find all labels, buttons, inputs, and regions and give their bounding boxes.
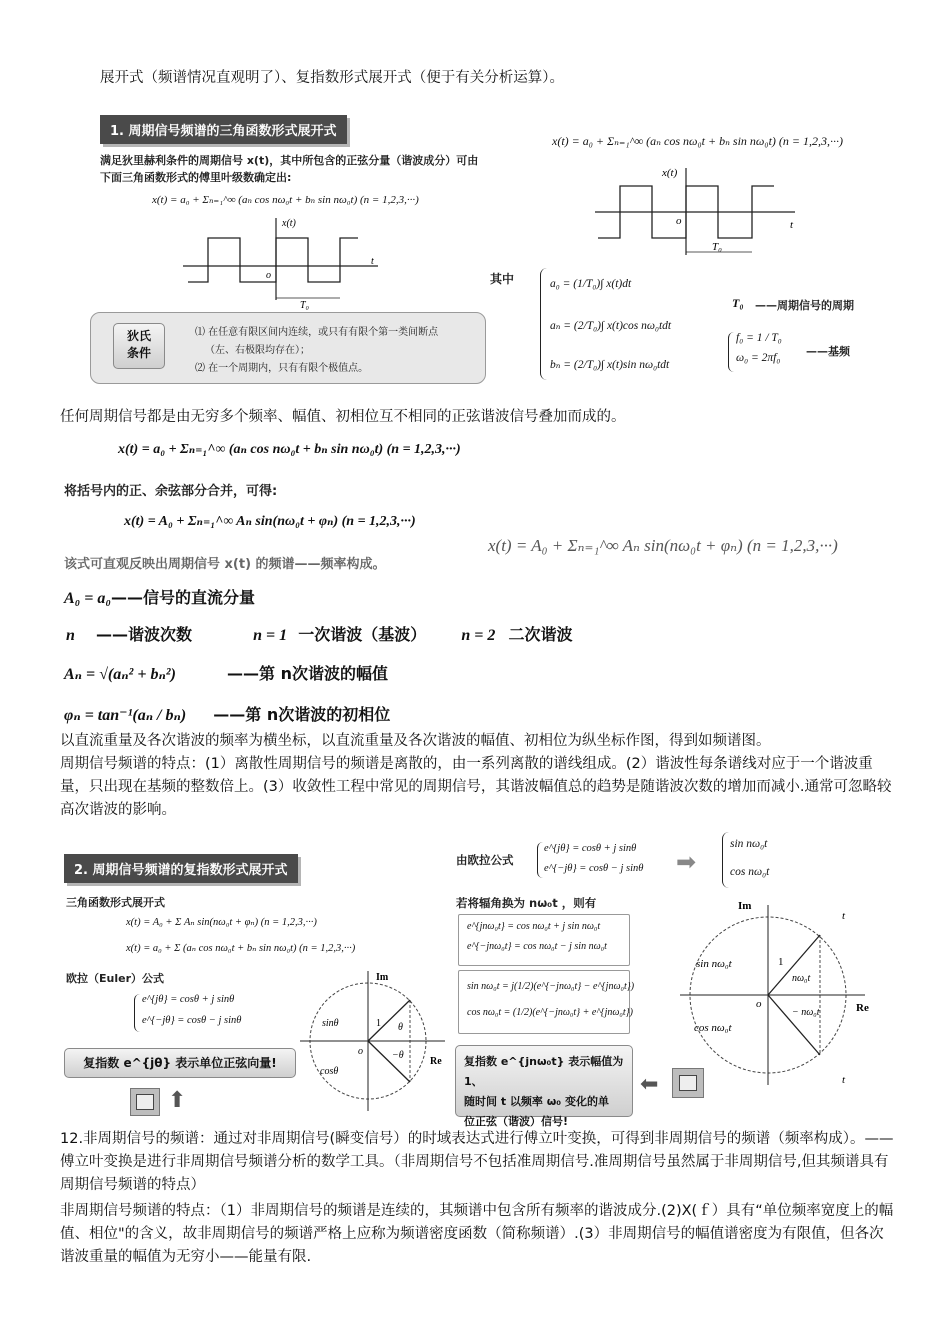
def-n-text: ——谐波次数 <box>96 625 193 644</box>
small-o: o <box>358 1046 363 1057</box>
fourier-trig-panel <box>88 110 488 390</box>
def-n1: n = 1 <box>253 627 288 644</box>
right-square-wave <box>590 160 810 260</box>
nonperiodic-features-paragraph: 非周期信号频谱的特点：（1）非周期信号的频谱是连续的，其频谱中包含所有频率的谐波成分.(2)X(ｆ）具有“单位频率宽度上的幅值、相位"的含义，故非周期信号的频谱严格上应称为频谱密度函数（简称频谱）.(3）非周期信号的幅值谱密度为有限值，但各次谐波重量的幅值为无穷小——能量有限. <box>60 1203 894 1265</box>
large-ang: nω₀t <box>792 973 811 984</box>
dirichlet-label-2: 条件 <box>126 346 151 360</box>
coeff-a0: a₀ = (1/T₀)∫ x(t)dt <box>550 278 632 290</box>
coeff-bn: bₙ = (2/T₀)∫ x(t)sin nω₀tdt <box>550 359 670 371</box>
dirichlet-box <box>90 312 486 384</box>
unit-vector-note: 复指数 e^{jθ} 表示单位正弦向量! <box>64 1048 296 1078</box>
formula-main: x(t) = a₀ + Σₙ₌₁^∞ (aₙ cos nω₀t + bₙ sin nω₀t) (n = 1,2,3,···) <box>118 442 461 457</box>
harmonic-note-2: 随时间 t 以频率 ω₀ 变化的单 <box>464 1095 609 1108</box>
harmonic-note-3: 位正弦（谐波）信号! <box>464 1115 569 1128</box>
right2-s1: sin nω₀t = j(1/2)(e^{−jnω₀t} − e^{jnω₀t}) <box>467 981 635 992</box>
large-one: 1 <box>778 956 784 968</box>
euler-label: 欧拉（Euler）公式 <box>66 972 165 985</box>
f0-brace <box>728 332 735 372</box>
right2-euler-brace <box>537 842 543 878</box>
basefreq-label: ——基频 <box>806 345 850 358</box>
right-wave-xlabel: t <box>790 219 794 231</box>
def-a0-row <box>64 585 255 608</box>
unit-circle-small <box>300 966 455 1116</box>
left-arrow-icon: ⬅ <box>640 1072 659 1097</box>
right2-r2: e^{−jnω₀t} = cos nω₀t − j sin nω₀t <box>467 941 607 952</box>
trig-f1: x(t) = A₀ + Σ Aₙ sin(nω₀t + φₙ) (n = 1,2,3,···) <box>126 917 317 928</box>
replace-box <box>458 914 630 966</box>
right-wave-period: T₀ <box>712 241 722 253</box>
panel-title: 1. 周期信号频谱的三角函数形式展开式 <box>100 115 347 144</box>
def-phi-text: ——第 n次谐波的初相位 <box>213 705 391 724</box>
unit-circle-large <box>680 895 880 1090</box>
intro-line: 展开式（频谱情况直观明了）、复指数形式展开式（便于有关分析运算）。 <box>100 70 564 86</box>
right2-e1: e^{jθ} = cosθ + j sinθ <box>544 843 637 854</box>
merge-text: 将括号内的正、余弦部分合并，可得: <box>64 484 278 499</box>
def-an: Aₙ = √(aₙ² + bₙ²) <box>64 666 176 683</box>
def-a0: A₀ = a₀ <box>64 590 111 607</box>
right-arrow-icon: ➡ <box>676 848 697 876</box>
dirichlet-label <box>113 323 165 369</box>
def-n-row <box>66 622 572 645</box>
trig-label: 三角函数形式展开式 <box>66 896 165 909</box>
right-wave-origin: o <box>676 215 682 227</box>
large-t-top: t <box>842 910 846 922</box>
right2-euler-label: 由欧拉公式 <box>456 853 514 867</box>
t0-symbol: T₀ <box>732 296 744 310</box>
def-an-row <box>64 661 388 684</box>
right2-cos: cos nω₀t <box>730 866 770 878</box>
large-sin: sin nω₀t <box>696 958 732 970</box>
right2-e2: e^{−jθ} = cosθ − j sinθ <box>544 863 644 874</box>
def-phi: φₙ = tan⁻¹(aₙ / bₙ) <box>64 707 187 724</box>
periodic-sum-line: 任何周期信号都是由无穷多个频率、幅值、初相位互不相同的正弦谐波信号叠加而成的。 <box>60 409 626 425</box>
right2-sin: sin nω₀t <box>730 838 768 850</box>
large-re: Re <box>856 1002 869 1014</box>
t0-desc: ——周期信号的周期 <box>755 299 854 312</box>
right2-r1: e^{jnω₀t} = cos nω₀t + j sin nω₀t <box>467 921 601 932</box>
features-paragraph: 周期信号频谱的特点：(1）离散性周期信号的频谱是离散的，由一系列离散的谱线组成。(2）谐波性每条谱线对应于一个谐波重量，只出现在基频的整数倍上。(3）收敛性工程中常见的周期信号，其谐波幅值总的趋势是随谐波次数的增加而减小.通常可忽略较高次谐波的影响。 <box>60 756 892 818</box>
small-one: 1 <box>376 1018 381 1029</box>
panel-desc: 满足狄里赫利条件的周期信号 x(t)，其中所包含的正弦分量（谐波成分）可由下面三角函数形式的傅里叶级数确定出: <box>100 154 479 184</box>
right2-replace: 若将辐角换为 nω₀t ，则有 <box>456 896 597 910</box>
def-an-text: ——第 n次谐波的幅值 <box>227 664 388 683</box>
dirichlet-cond-2: ⑵ 在一个周期内，只有有限个极值点。 <box>195 363 369 374</box>
right-formula: x(t) = a₀ + Σₙ₌₁^∞ (aₙ cos nω₀t + bₙ sin nω₀t) (n = 1,2,3,···) <box>552 134 843 148</box>
dirichlet-cond-1: ⑴ 在任意有限区间内连续，或只有有限个第一类间断点 <box>195 327 439 338</box>
large-t-bottom: t <box>842 1074 846 1086</box>
def-phi-row <box>64 702 390 725</box>
def-n: n <box>66 627 75 644</box>
euler-e1: e^{jθ} = cosθ + j sinθ <box>142 994 235 1005</box>
up-arrow-icon: ⬆ <box>168 1088 187 1113</box>
reflect-text: 该式可直观反映出周期信号 x(t) 的频谱——频率构成。 <box>64 557 386 572</box>
right-wave-ylabel: x(t) <box>662 167 678 179</box>
dirichlet-cond-1b: （左、右极限均存在）； <box>205 345 310 356</box>
large-cos: cos nω₀t <box>694 1022 732 1034</box>
euler-e2: e^{−jθ} = cosθ − j sinθ <box>142 1015 242 1026</box>
formula-merged: x(t) = A₀ + Σₙ₌₁^∞ Aₙ sin(nω₀t + φₙ) (n = 1,2,3,···) <box>124 514 416 529</box>
large-o: o <box>756 998 762 1010</box>
square-wave-plot <box>178 210 388 310</box>
trig-f2: x(t) = a₀ + Σ (aₙ cos nω₀t + bₙ sin nω₀t) (n = 1,2,3,···) <box>126 943 356 954</box>
sincos-brace <box>722 832 729 888</box>
small-sin: sinθ <box>322 1018 339 1029</box>
formula-merged-big: x(t) = A₀ + Σₙ₌₁^∞ Aₙ sin(nω₀t + φₙ) (n = 1,2,3,···) <box>488 536 838 555</box>
wave-ylabel: x(t) <box>282 218 296 229</box>
small-re: Re <box>430 1056 442 1067</box>
small-theta: θ <box>398 1022 403 1033</box>
panel-formula: x(t) = a₀ + Σₙ₌₁^∞ (aₙ cos nω₀t + bₙ sin nω₀t) (n = 1,2,3,···) <box>152 194 419 206</box>
edit-icon <box>130 1088 160 1116</box>
coeff-an: aₙ = (2/T₀)∫ x(t)cos nω₀tdt <box>550 320 672 332</box>
spectrum-paragraph: 以直流重量及各次谐波的频率为横坐标，以直流重量及各次谐波的幅值、初相位为纵坐标作图，得到如频谱图。 <box>60 733 771 749</box>
wave-period: T₀ <box>300 300 310 310</box>
large-im: Im <box>738 900 752 912</box>
w0-def: ω₀ = 2πf₀ <box>736 352 781 364</box>
def-n2: n = 2 <box>461 627 496 644</box>
small-mtheta: −θ <box>392 1050 404 1061</box>
def-a0-text: ——信号的直流分量 <box>110 588 255 607</box>
harmonic-note <box>455 1045 633 1128</box>
fourier-complex-panel <box>60 848 455 1123</box>
f0-def: f₀ = 1 / T₀ <box>736 332 782 344</box>
coeff-brace <box>540 268 547 380</box>
dirichlet-label-1: 狄氏 <box>126 329 151 343</box>
nonperiodic-paragraph: 12.非周期信号的频谱：通过对非周期信号(瞬变信号）的时域表达式进行傅立叶变换，可得到非周期信号的频谱（频率构成）。——傅立叶变换是进行非周期信号频谱分析的数学工具。（非周期信号不包括准周期信号.准周期信号虽然属于非周期信号,但其频谱具有周期信号频谱的特点） <box>60 1131 894 1193</box>
wave-origin: o <box>266 270 271 281</box>
wave-xlabel: t <box>371 256 374 267</box>
sincos-box <box>458 970 635 1034</box>
right2-s2: cos nω₀t = (1/2)(e^{−jnω₀t} + e^{jnω₀t}) <box>467 1007 633 1018</box>
def-n1-text: 一次谐波（基波） <box>298 625 427 644</box>
panel2-title: 2. 周期信号频谱的复指数形式展开式 <box>64 854 298 883</box>
euler-brace <box>134 994 140 1032</box>
def-n2-text: 二次谐波 <box>508 625 573 644</box>
large-mang: − nω₀t <box>792 1007 820 1018</box>
where-label: 其中 <box>490 272 515 286</box>
small-cos: cosθ <box>320 1066 339 1077</box>
small-im: Im <box>376 972 389 983</box>
harmonic-note-1: 复指数 e^{jnω₀t} 表示幅值为1、 <box>464 1055 624 1088</box>
